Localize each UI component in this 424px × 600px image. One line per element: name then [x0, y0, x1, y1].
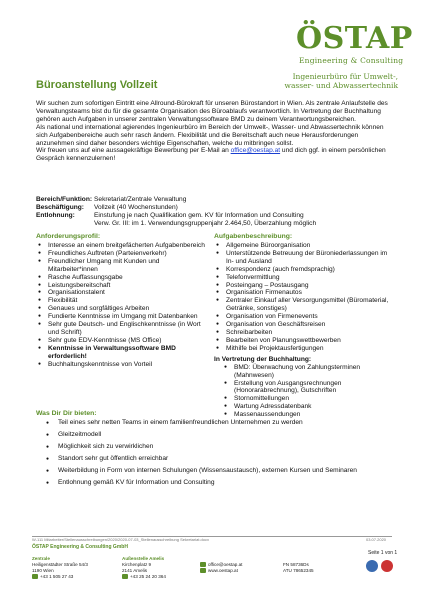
footer-headquarters — [32, 556, 88, 580]
mail-icon — [200, 562, 206, 567]
footer-contact — [200, 562, 242, 574]
company-logo-subtitle: Engineering & Consulting — [299, 56, 404, 65]
list-item: ● Weiterbildung in Form von internen Schulungen (Wissensaustausch), externen Kursen und Seminaren — [36, 467, 394, 475]
list-item: ● Teil eines sehr netten Teams in einem familienfreundlichen Unternehmen zu werden — [36, 419, 394, 427]
certification-badge-icon — [366, 560, 378, 572]
footer-line: 1190 Wien — [32, 568, 54, 573]
list-item: ● Flexibilität — [36, 297, 211, 305]
tagline-line-2: wasser- und Abwassertechnik — [284, 81, 398, 90]
list-item: ● Zentraler Einkauf aller Versorgungsmittel (Büromaterial, Getränke, sonstiges) — [214, 297, 394, 313]
list-item: ● Organisation Firmenautos — [214, 289, 394, 297]
footer-line: FN 58736Ds — [283, 562, 309, 567]
footer-line: Heiligenstädter Straße 54/3 — [32, 562, 88, 567]
phone-icon — [32, 574, 38, 579]
fact-value: Vollzeit (40 Wochenstunden) — [94, 204, 178, 211]
intro-paragraph-2: Als national und international agierendes Ingenieurbüro im Bereich der Umwelt-, Wasser- und Abwassertechnik können sich Aufgabenbereiche auch sehr rasch ändern. Flexibilität und die Bereitschaft auch neue Herausforderungen anzunehmen sind daher besonders wichtige Eigenschaften, welche du mitbringen sollst. — [36, 123, 384, 147]
tagline-line-1: Ingenieurbüro für Umwelt-, — [292, 72, 398, 81]
fact-value: Einstufung je nach Qualifikation gem. KV für Information und Consulting — [94, 212, 304, 219]
intro-paragraph-3 — [36, 147, 394, 163]
list-item: ● Allgemeine Büroorganisation — [214, 242, 394, 250]
benefits-list — [36, 419, 394, 487]
page-title: Büroanstellung Vollzeit — [36, 79, 158, 91]
footer-line — [200, 568, 242, 574]
fact-key: Bereich/Funktion: — [36, 196, 93, 203]
list-item: ● Organisation von Firmenevents — [214, 313, 394, 321]
fact-row — [36, 196, 394, 204]
document-date: 03.07.2020 — [366, 537, 387, 542]
footer-phone: +43 1 505 27 43 — [40, 574, 74, 579]
benefits-section — [36, 410, 394, 492]
fact-row — [36, 220, 394, 228]
fact-value: Sekretariat/Zentrale Verwaltung — [94, 196, 187, 203]
company-tagline — [285, 72, 398, 90]
fact-row — [36, 204, 394, 212]
list-item: ● Rasche Auffassungsgabe — [36, 274, 211, 282]
list-item: ● Schreibarbeiten — [214, 329, 394, 337]
footer-branch-office — [122, 556, 166, 580]
list-item: ● Sehr gute Deutsch- und Englischkenntnisse (in Wort und Schrift) — [36, 321, 211, 337]
list-item: ● Unterstützende Betreuung der Büroniederlassungen im In- und Ausland — [214, 250, 394, 266]
list-item: ● Gleitzeitmodell — [36, 431, 394, 439]
fact-key — [36, 220, 94, 228]
list-item: ● Freundliches Auftreten (Parteienverkehr) — [36, 250, 211, 258]
list-item: ● Buchhaltungskenntnisse von Vorteil — [36, 361, 211, 369]
footer-line: Kirchenplatz 9 — [122, 562, 152, 567]
globe-icon — [200, 568, 206, 573]
footer-company-name: ÖSTAP Engineering & Consulting GmbH — [32, 544, 128, 550]
intro-paragraph-3-start: Wir freuen uns auf eine aussagekräftige Bewerbung per E-Mail an — [36, 147, 231, 155]
footer-col-heading: Außenstelle Amelis — [122, 556, 165, 561]
tasks-section — [214, 233, 394, 419]
company-logo: ÖSTAP — [296, 21, 413, 56]
list-item: ● Wartung Adressdatenbank — [214, 403, 394, 411]
list-item: ● BMD: Überwachung von Zahlungsterminen (Mahnwesen) — [214, 364, 394, 380]
accounting-subtitle: In Vertretung der Buchhaltung: — [214, 355, 312, 363]
certification-seal-icon — [381, 560, 393, 572]
fact-key: Beschäftigung: — [36, 204, 84, 211]
requirements-title: Anforderungsprofil: — [36, 233, 101, 240]
list-item: ● Standort sehr gut öffentlich erreichbar — [36, 455, 394, 463]
intro-text — [36, 100, 394, 163]
list-item: ● Organisation von Geschäftsreisen — [214, 321, 394, 329]
footer-line: 2141 Amelis — [122, 568, 148, 573]
list-item: ● Posteingang – Postausgang — [214, 282, 394, 290]
list-item: ● Bearbeiten von Planungswettbewerben — [214, 337, 394, 345]
list-item: ● Leistungsbereitschaft — [36, 282, 211, 290]
email-link[interactable]: office@oestap.at — [230, 147, 281, 155]
footer-registration — [283, 562, 314, 574]
list-item: ● Fundierte Kenntnisse im Umgang mit Datenbanken — [36, 313, 211, 321]
tasks-list — [214, 242, 394, 353]
fact-value: Verw. Gr. III: im 1. Verwendungsgruppenjahr 2.464,50, Überzahlung möglich — [94, 220, 317, 227]
footer-line: ATU 78652345 — [283, 568, 314, 573]
document-reference: W-111 Mitarbeiter/Stellenausschreibungen/2020/2020-07-03_Stellenausschreibung Sekretariat.docx — [32, 537, 209, 542]
footer-line — [122, 574, 166, 580]
footer-email: office@oestap.at — [208, 562, 243, 567]
list-item: ● Entlohnung gemäß KV für Information und Consulting — [36, 479, 394, 487]
fact-key: Entlohnung: — [36, 212, 75, 219]
intro-paragraph-3-end: und dich ggf. in einem persönlichen Gespräch kennenzulernen! — [36, 147, 386, 163]
footer-divider — [32, 536, 392, 537]
list-item: ● Mithilfe bei Projektausfertigungen — [214, 345, 394, 353]
list-item: ● Massenaussendungen — [214, 411, 394, 419]
footer-col-heading: Zentrale — [32, 556, 50, 561]
job-facts — [36, 196, 394, 228]
list-item: ● Korrespondenz (auch fremdsprachig) — [214, 266, 394, 274]
requirements-section — [36, 233, 211, 369]
footer-website: www.oestap.at — [208, 568, 238, 573]
list-item: ● Sehr gute EDV-Kenntnisse (MS Office) — [36, 337, 211, 345]
fact-row — [36, 212, 394, 220]
intro-paragraph-1: Wir suchen zum sofortigen Eintritt eine Allround-Bürokraft für unseren Bürostandort in Wien. Als zentrale Anlaufstelle des Verwaltungsteams bist du für die gesamte Organisation des Büroablaufs verantwortlich. In Vertretung der Buchhaltung gehören auch Aufgaben in unserer zentralen Verwaltungssoftware BMD zu deinem Verantwortungsbereichen. — [36, 100, 388, 123]
list-item: ● Genaues und sorgfältiges Arbeiten — [36, 305, 211, 313]
benefits-title: Was Dir Dir bieten: — [36, 410, 97, 417]
list-item: ● Möglichkeit sich zu verwirklichen — [36, 443, 394, 451]
list-item: ● Interesse an einem breitgefächerten Aufgabenbereich — [36, 242, 211, 250]
footer-phone: +43 25 24 20 364 — [130, 574, 166, 579]
tasks-title: Aufgabenbeschreibung: — [214, 233, 293, 240]
footer-line — [32, 574, 88, 580]
list-item: ● Erstellung von Ausgangsrechnungen (Honorarabrechnung), Gutschriften — [214, 380, 394, 396]
phone-icon — [122, 574, 128, 579]
requirements-list — [36, 242, 211, 369]
list-item: ● Organisationstalent — [36, 289, 211, 297]
page-number: Seite 1 von 1 — [368, 550, 398, 556]
list-item: ● Freundlicher Umgang mit Kunden und Mitarbeiter*innen — [36, 258, 211, 274]
list-item: ● Telefonvermittlung — [214, 274, 394, 282]
list-item: ● Kenntnisse in Verwaltungssoftware BMD erforderlich! — [36, 345, 211, 361]
list-item: ● Stornomittellungen — [214, 395, 394, 403]
